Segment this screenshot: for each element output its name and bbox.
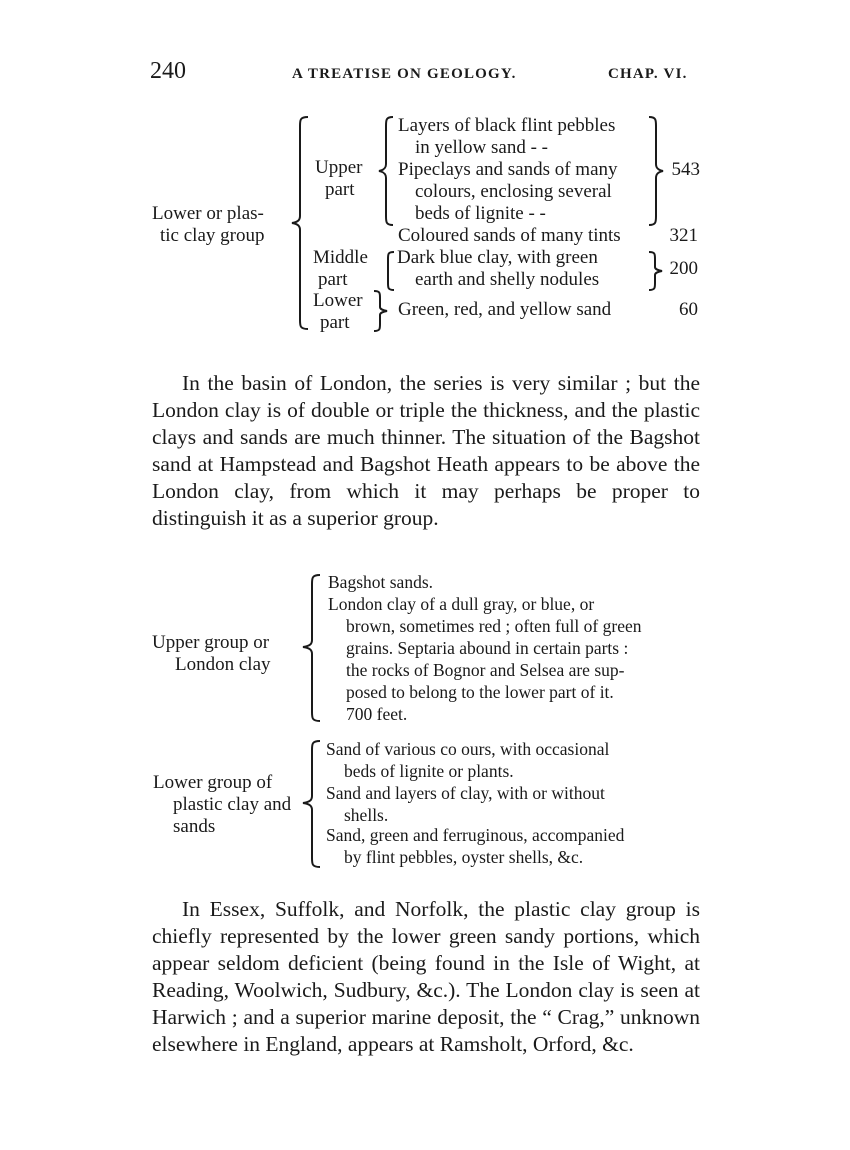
group-label: tic clay group (160, 225, 265, 246)
bed-line: in yellow sand - - (415, 137, 548, 158)
part-brace-lower (370, 290, 392, 332)
description-line: London clay of a dull gray, or blue, or (328, 594, 595, 614)
description-line: by flint pebbles, oyster shells, &c. (344, 847, 584, 867)
group-brace (300, 574, 326, 722)
paragraph-essex-suffolk (152, 896, 700, 1058)
part-label-upper: Upper (315, 157, 363, 178)
group-brace (290, 116, 314, 330)
bed-line: Layers of black flint pebbles (398, 115, 616, 136)
running-title: A TREATISE ON GEOLOGY. (292, 66, 517, 82)
bed-line: beds of lignite - - (415, 203, 546, 224)
paragraph-text: In Essex, Suffolk, and Norfolk, the plastic clay group is chiefly represented by the lower green sandy portions, which appear seldom deficient (being found in the Isle of Wight, at Reading, Woolwich, Sudbury, &c.). The London clay is seen at Harwich ; and a superior marine deposit, the “ Crag,” unknown elsewhere in England, appears at Ramsholt, Orford, &c. (152, 897, 700, 1056)
description-line: shells. (344, 805, 389, 825)
description-line: brown, sometimes red ; often full of green (346, 616, 642, 636)
group-brace (300, 740, 326, 868)
bed-line: earth and shelly nodules (415, 269, 600, 290)
description-line: posed to belong to the lower part of it. (346, 682, 614, 702)
description-line: the rocks of Bognor and Selsea are sup- (346, 660, 625, 680)
group-label: Upper group or (152, 632, 270, 653)
description-line: Sand and layers of clay, with or without (326, 783, 605, 803)
part-brace-upper (377, 116, 399, 226)
thickness-value: 200 (669, 258, 698, 279)
description-line: grains. Septaria abound in certain parts : (346, 638, 629, 658)
bed-line: Pipeclays and sands of many (398, 159, 618, 180)
part-label-upper: part (325, 179, 355, 200)
description-line: Bagshot sands. (328, 572, 433, 592)
group-label: Lower or plas- (152, 203, 264, 224)
paragraph-text: In the basin of London, the series is very similar ; but the London clay is of double or triple the thickness, and the plastic clays and sands are much thinner. The situation of the Bagshot sand at Hampstead and Bagshot Heath appears to be above the London clay, from which it may perhaps be proper to distinguish it as a superior group. (152, 371, 700, 530)
description-line: beds of lignite or plants. (344, 761, 514, 781)
group-label: plastic clay and (173, 794, 292, 815)
bed-line: Dark blue clay, with green (397, 247, 598, 268)
thickness-value: 321 (669, 225, 698, 246)
part-brace-middle (380, 251, 398, 291)
group-label: London clay (175, 654, 271, 675)
paragraph-london-basin (152, 370, 700, 532)
part-label-middle: Middle (313, 247, 368, 268)
thickness-value: 543 (671, 159, 700, 180)
description-line: Sand, green and ferruginous, accompanied (326, 825, 625, 845)
part-label-lower: part (320, 312, 350, 333)
group-label: sands (173, 816, 216, 837)
part-label-lower: Lower (313, 290, 363, 311)
bed-line: Coloured sands of many tints (398, 225, 621, 246)
part-label-middle: part (318, 269, 348, 290)
bed-line: Green, red, and yellow sand (398, 299, 612, 320)
thickness-value: 60 (679, 299, 698, 320)
description-line: Sand of various co ours, with occasional (326, 739, 610, 759)
description-line: 700 feet. (346, 704, 408, 724)
group-label: Lower group of (153, 772, 273, 793)
bed-line: colours, enclosing several (415, 181, 612, 202)
page-number: 240 (150, 58, 186, 84)
chapter-label: CHAP. VI. (608, 66, 688, 82)
